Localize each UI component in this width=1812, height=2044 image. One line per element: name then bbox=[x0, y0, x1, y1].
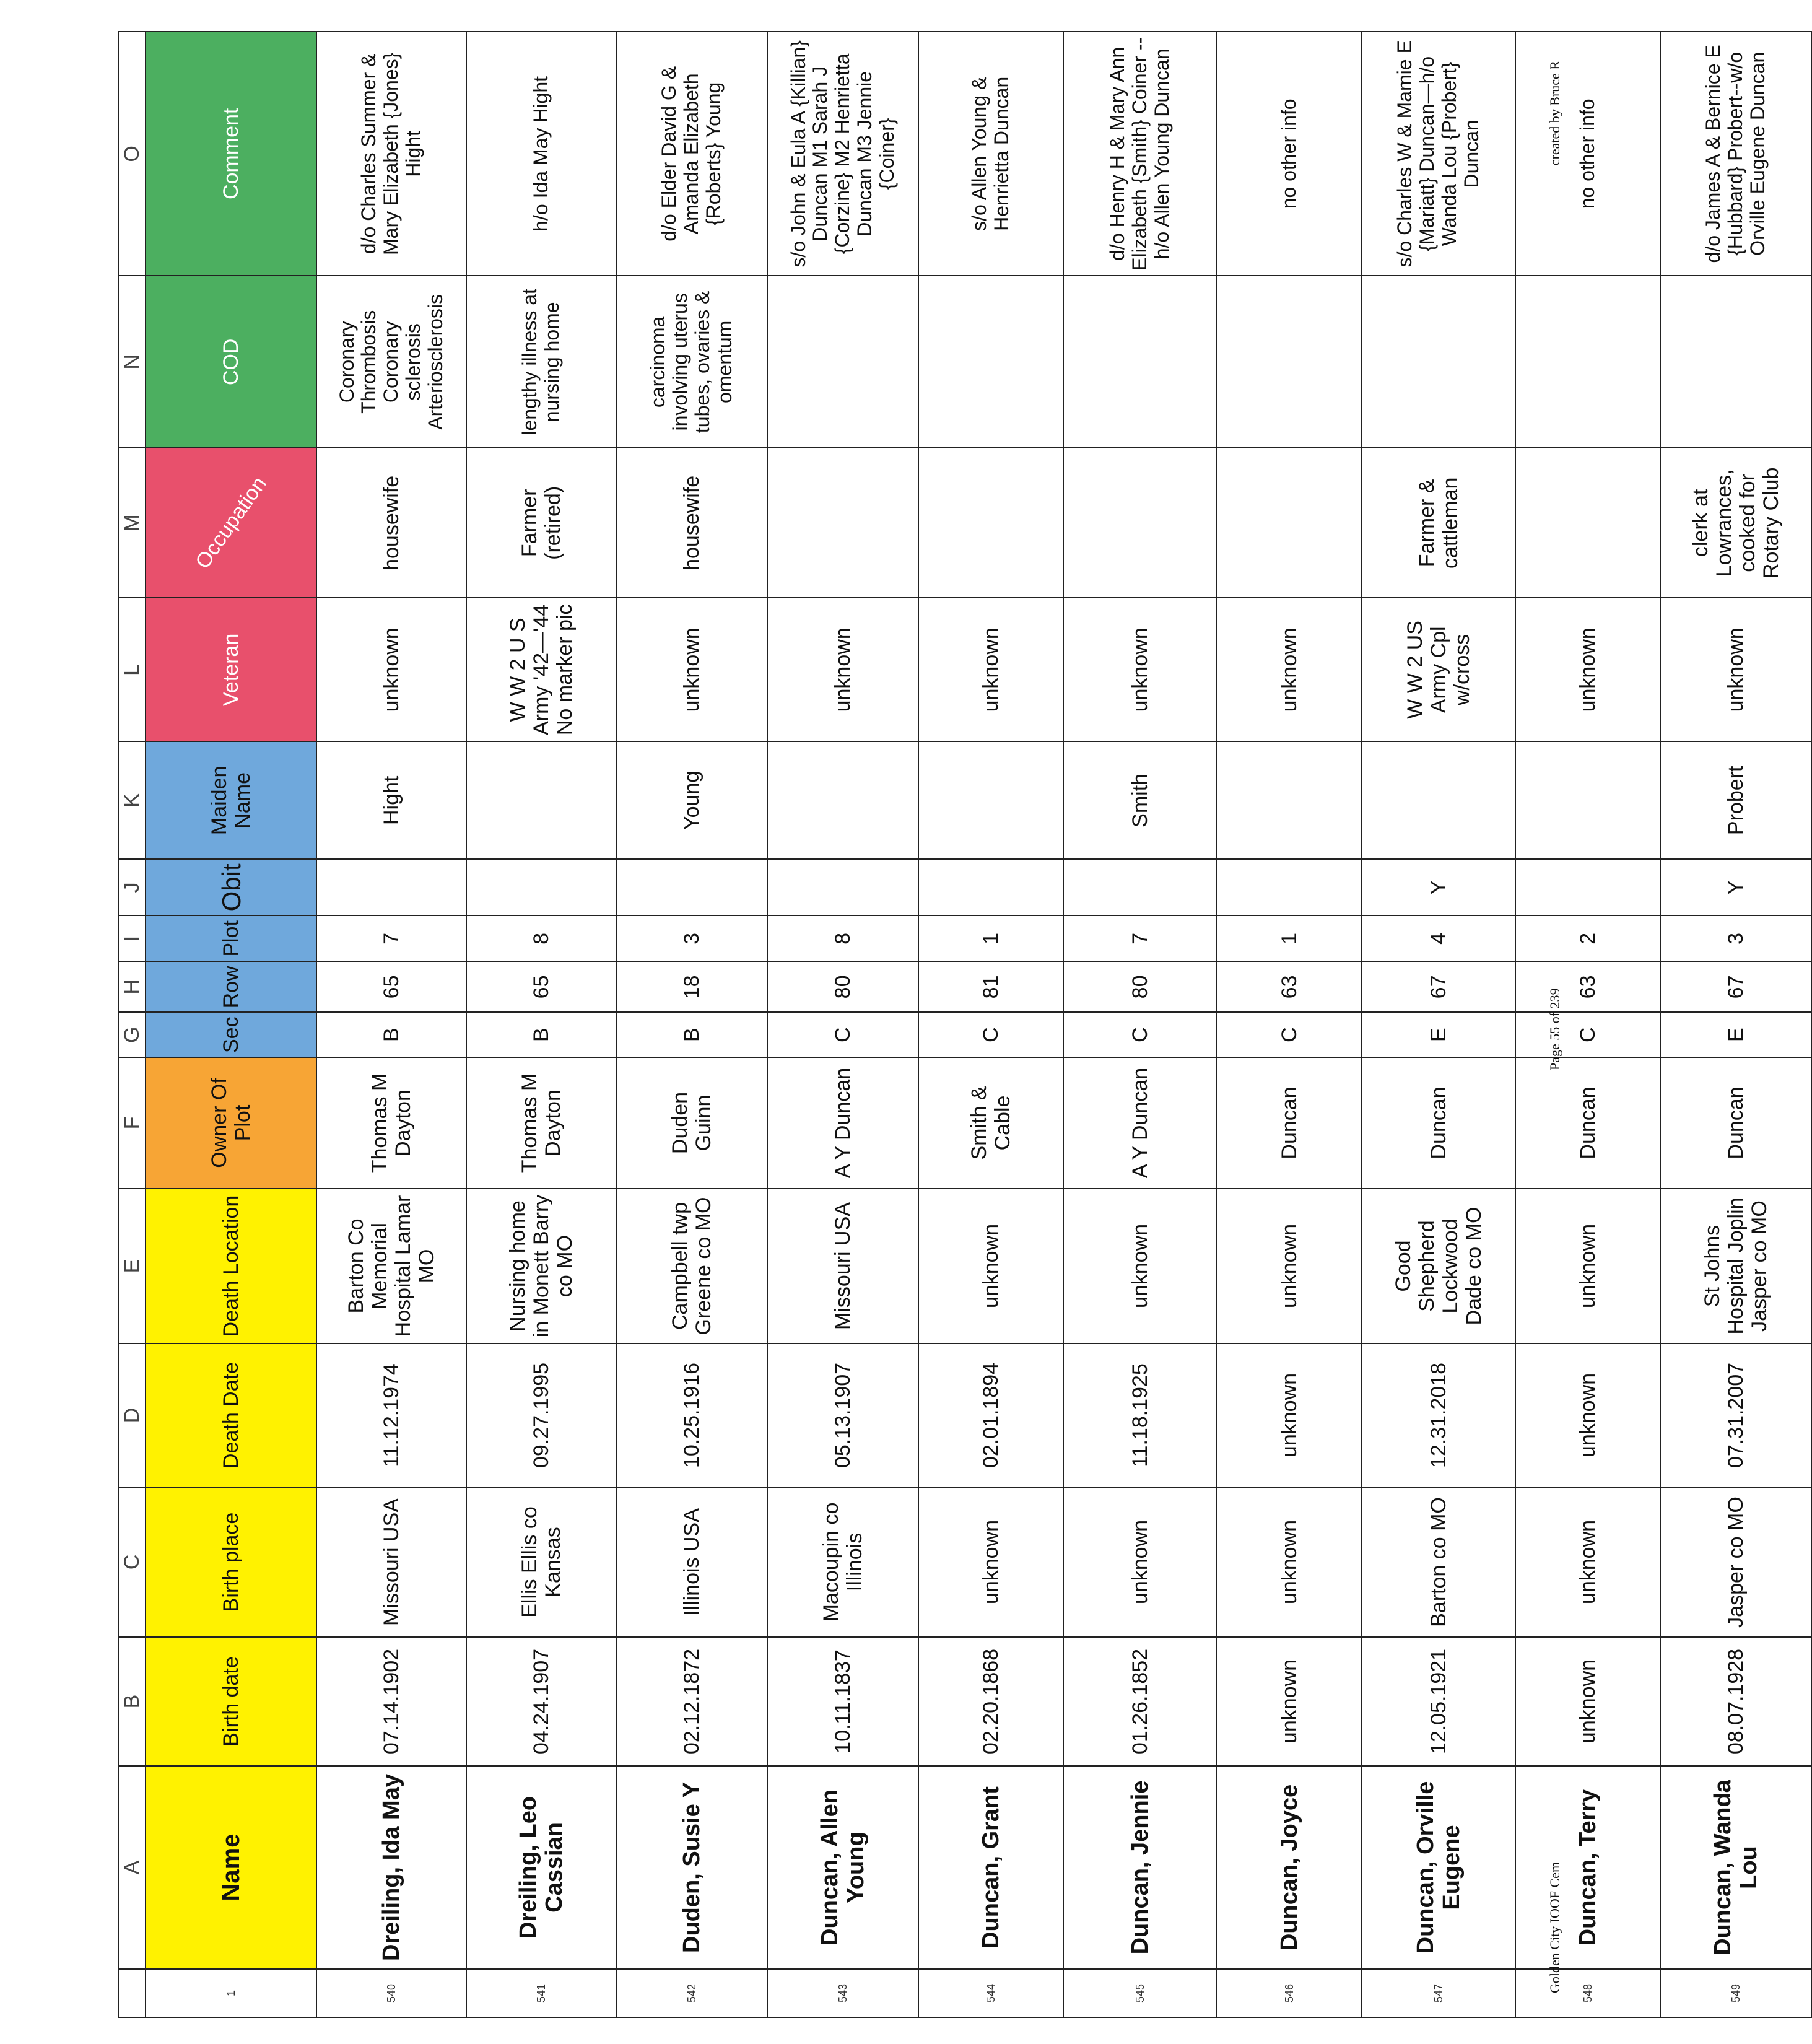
death-location-cell: St Johns Hospital Joplin Jasper co MO bbox=[1660, 1189, 1811, 1343]
row-number: 546 bbox=[1217, 1969, 1362, 2017]
owner-cell: A Y Duncan bbox=[767, 1057, 918, 1189]
birth-place-cell: unknown bbox=[1217, 1487, 1362, 1637]
owner-cell: Duden Guinn bbox=[616, 1057, 767, 1189]
birth-place-cell: unknown bbox=[1063, 1487, 1217, 1637]
footer-cemetery-name: Golden City IOOF Cem bbox=[1547, 1861, 1562, 1993]
column-letter: J bbox=[118, 859, 146, 915]
death-date-cell: 12.31.2018 bbox=[1362, 1343, 1515, 1487]
maiden-name-cell bbox=[767, 741, 918, 859]
name-cell: Duden, Susie Y bbox=[616, 1766, 767, 1969]
owner-cell: Thomas M Dayton bbox=[316, 1057, 466, 1189]
obit-cell bbox=[466, 859, 616, 915]
occupation-cell bbox=[1063, 448, 1217, 598]
occupation-cell bbox=[918, 448, 1063, 598]
obit-cell bbox=[316, 859, 466, 915]
occupation-cell: housewife bbox=[616, 448, 767, 598]
birth-date-cell: 01.26.1852 bbox=[1063, 1637, 1217, 1766]
row-cell: 18 bbox=[616, 961, 767, 1012]
column-letter: G bbox=[118, 1012, 146, 1057]
birth-date-cell: 02.20.1868 bbox=[918, 1637, 1063, 1766]
plot-cell: 1 bbox=[1217, 915, 1362, 961]
obit-cell: Y bbox=[1362, 859, 1515, 915]
name-cell: Duncan, Wanda Lou bbox=[1660, 1766, 1811, 1969]
occupation-cell: clerk at Lowrances, cooked for Rotary Club bbox=[1660, 448, 1811, 598]
birth-date-cell: unknown bbox=[1217, 1637, 1362, 1766]
record-rows bbox=[316, 32, 1811, 2017]
header-row: Row bbox=[146, 961, 316, 1012]
birth-place-cell: Macoupin co Illinois bbox=[767, 1487, 918, 1637]
header-occupation-label: Occupation bbox=[191, 472, 271, 574]
comment-cell: s/o Charles W & Mamie E {Mariatt} Duncan—h/o Wanda Lou {Probert} Duncan bbox=[1362, 32, 1515, 276]
sec-cell: C bbox=[1515, 1012, 1660, 1057]
row-number: 540 bbox=[316, 1969, 466, 2017]
header-plot: Plot bbox=[146, 915, 316, 961]
death-location-cell: unknown bbox=[918, 1189, 1063, 1343]
veteran-cell: unknown bbox=[1217, 598, 1362, 741]
death-location-cell: unknown bbox=[1515, 1189, 1660, 1343]
veteran-cell: unknown bbox=[616, 598, 767, 741]
column-letter: D bbox=[118, 1343, 146, 1487]
birth-place-cell: Ellis Ellis co Kansas bbox=[466, 1487, 616, 1637]
cod-cell bbox=[1217, 276, 1362, 448]
death-location-cell: Good Shepherd Lockwood Dade co MO bbox=[1362, 1189, 1515, 1343]
row-cell: 65 bbox=[466, 961, 616, 1012]
occupation-cell bbox=[1217, 448, 1362, 598]
column-letter: A bbox=[118, 1766, 146, 1969]
cod-cell bbox=[1660, 276, 1811, 448]
owner-cell: Smith & Cable bbox=[918, 1057, 1063, 1189]
maiden-name-cell: Smith bbox=[1063, 741, 1217, 859]
footer-creator: created by Bruce R bbox=[1547, 61, 1562, 166]
death-location-cell: Campbell twp Greene co MO bbox=[616, 1189, 767, 1343]
comment-cell: no other info bbox=[1515, 32, 1660, 276]
plot-cell: 7 bbox=[1063, 915, 1217, 961]
header-birth-place: Birth place bbox=[146, 1487, 316, 1637]
row-number: 545 bbox=[1063, 1969, 1217, 2017]
table-row bbox=[1063, 32, 1217, 2017]
death-date-cell: unknown bbox=[1515, 1343, 1660, 1487]
footer-page-number: Page 55 of 239 bbox=[1547, 988, 1562, 1070]
column-letter: I bbox=[118, 915, 146, 961]
column-letter: C bbox=[118, 1487, 146, 1637]
header-row bbox=[146, 32, 316, 2017]
birth-date-cell: 08.07.1928 bbox=[1660, 1637, 1811, 1766]
rotated-spreadsheet-page bbox=[1, 1, 1784, 2043]
maiden-name-cell bbox=[918, 741, 1063, 859]
table-row bbox=[466, 32, 616, 2017]
obit-cell bbox=[767, 859, 918, 915]
column-letter: M bbox=[118, 448, 146, 598]
name-cell: Duncan, Jennie bbox=[1063, 1766, 1217, 1969]
birth-place-cell: Illinois USA bbox=[616, 1487, 767, 1637]
row-cell: 63 bbox=[1515, 961, 1660, 1012]
sec-cell: B bbox=[316, 1012, 466, 1057]
occupation-cell: Farmer & cattleman bbox=[1362, 448, 1515, 598]
obit-cell: Y bbox=[1660, 859, 1811, 915]
obit-cell bbox=[616, 859, 767, 915]
name-cell: Duncan, Terry bbox=[1515, 1766, 1660, 1969]
table-row bbox=[918, 32, 1063, 2017]
name-cell: Duncan, Orville Eugene bbox=[1362, 1766, 1515, 1969]
header-row-number: 1 bbox=[146, 1969, 316, 2017]
row-number: 544 bbox=[918, 1969, 1063, 2017]
maiden-name-cell: Probert bbox=[1660, 741, 1811, 859]
header-owner-of-plot: Owner Of Plot bbox=[146, 1057, 316, 1189]
owner-cell: Thomas M Dayton bbox=[466, 1057, 616, 1189]
maiden-name-cell: Hight bbox=[316, 741, 466, 859]
maiden-name-cell bbox=[1362, 741, 1515, 859]
column-letter: L bbox=[118, 598, 146, 741]
plot-cell: 2 bbox=[1515, 915, 1660, 961]
death-date-cell: 09.27.1995 bbox=[466, 1343, 616, 1487]
sec-cell: E bbox=[1660, 1012, 1811, 1057]
veteran-cell: W W 2 US Army Cpl w/cross bbox=[1362, 598, 1515, 741]
header-occupation bbox=[146, 448, 316, 598]
owner-cell: Duncan bbox=[1660, 1057, 1811, 1189]
death-location-cell: Barton Co Memorial Hospital Lamar MO bbox=[316, 1189, 466, 1343]
death-location-cell: unknown bbox=[1217, 1189, 1362, 1343]
owner-cell: Duncan bbox=[1515, 1057, 1660, 1189]
row-cell: 80 bbox=[767, 961, 918, 1012]
plot-cell: 8 bbox=[767, 915, 918, 961]
veteran-cell: unknown bbox=[767, 598, 918, 741]
cod-cell: lengthy illness at nursing home bbox=[466, 276, 616, 448]
header-birth-date: Birth date bbox=[146, 1637, 316, 1766]
comment-cell: h/o Ida May Hight bbox=[466, 32, 616, 276]
column-letter: F bbox=[118, 1057, 146, 1189]
row-number: 547 bbox=[1362, 1969, 1515, 2017]
sec-cell: C bbox=[1063, 1012, 1217, 1057]
table-row bbox=[616, 32, 767, 2017]
birth-place-cell: Barton co MO bbox=[1362, 1487, 1515, 1637]
sec-cell: E bbox=[1362, 1012, 1515, 1057]
row-cell: 80 bbox=[1063, 961, 1217, 1012]
row-number: 542 bbox=[616, 1969, 767, 2017]
name-cell: Dreiling, Leo Cassian bbox=[466, 1766, 616, 1969]
death-date-cell: 11.12.1974 bbox=[316, 1343, 466, 1487]
column-letter: N bbox=[118, 276, 146, 448]
cod-cell bbox=[1063, 276, 1217, 448]
comment-cell: d/o Henry H & Mary Ann Elizabeth {Smith} Coiner --h/o Allen Young Duncan bbox=[1063, 32, 1217, 276]
maiden-name-cell bbox=[466, 741, 616, 859]
death-date-cell: 10.25.1916 bbox=[616, 1343, 767, 1487]
death-location-cell: Nursing home in Monett Barry co MO bbox=[466, 1189, 616, 1343]
comment-cell: no other info bbox=[1217, 32, 1362, 276]
death-date-cell: 05.13.1907 bbox=[767, 1343, 918, 1487]
page-footer bbox=[1522, 48, 1562, 2018]
plot-cell: 7 bbox=[316, 915, 466, 961]
name-cell: Dreiling, Ida May bbox=[316, 1766, 466, 1969]
column-letter-row bbox=[118, 32, 146, 2017]
table-row bbox=[1217, 32, 1362, 2017]
header-veteran: Veteran bbox=[146, 598, 316, 741]
sec-cell: B bbox=[466, 1012, 616, 1057]
obit-cell bbox=[918, 859, 1063, 915]
death-date-cell: 11.18.1925 bbox=[1063, 1343, 1217, 1487]
death-date-cell: 02.01.1894 bbox=[918, 1343, 1063, 1487]
header-comment: Comment bbox=[146, 32, 316, 276]
table-row bbox=[1660, 32, 1811, 2017]
occupation-cell: housewife bbox=[316, 448, 466, 598]
comment-cell: d/o Charles Summer & Mary Elizabeth {Jones} Hight bbox=[316, 32, 466, 276]
column-letter bbox=[118, 1969, 146, 2017]
owner-cell: Duncan bbox=[1217, 1057, 1362, 1189]
header-death-location: Death Location bbox=[146, 1189, 316, 1343]
table-row bbox=[316, 32, 466, 2017]
cod-cell bbox=[918, 276, 1063, 448]
occupation-cell: Farmer (retired) bbox=[466, 448, 616, 598]
row-cell: 81 bbox=[918, 961, 1063, 1012]
name-cell: Duncan, Allen Young bbox=[767, 1766, 918, 1969]
table-row bbox=[1362, 32, 1515, 2017]
veteran-cell: unknown bbox=[1660, 598, 1811, 741]
row-number: 548 bbox=[1515, 1969, 1660, 2017]
birth-date-cell: 10.11.1837 bbox=[767, 1637, 918, 1766]
birth-date-cell: unknown bbox=[1515, 1637, 1660, 1766]
name-cell: Duncan, Grant bbox=[918, 1766, 1063, 1969]
cod-cell: carcinoma involving uterus tubes, ovaries & omentum bbox=[616, 276, 767, 448]
sec-cell: C bbox=[767, 1012, 918, 1057]
birth-place-cell: Missouri USA bbox=[316, 1487, 466, 1637]
row-cell: 67 bbox=[1362, 961, 1515, 1012]
obit-cell bbox=[1217, 859, 1362, 915]
comment-cell: d/o Elder David G & Amanda Elizabeth {Roberts} Young bbox=[616, 32, 767, 276]
header-maiden-name: Maiden Name bbox=[146, 741, 316, 859]
cod-cell bbox=[1362, 276, 1515, 448]
header-name: Name bbox=[146, 1766, 316, 1969]
row-number: 541 bbox=[466, 1969, 616, 2017]
column-letter: B bbox=[118, 1637, 146, 1766]
header-sec: Sec bbox=[146, 1012, 316, 1057]
death-location-cell: Missouri USA bbox=[767, 1189, 918, 1343]
owner-cell: Duncan bbox=[1362, 1057, 1515, 1189]
column-letter: O bbox=[118, 32, 146, 276]
birth-place-cell: unknown bbox=[918, 1487, 1063, 1637]
veteran-cell: unknown bbox=[918, 598, 1063, 741]
plot-cell: 1 bbox=[918, 915, 1063, 961]
sec-cell: C bbox=[1217, 1012, 1362, 1057]
row-cell: 65 bbox=[316, 961, 466, 1012]
row-number: 543 bbox=[767, 1969, 918, 2017]
table-row bbox=[767, 32, 918, 2017]
plot-cell: 3 bbox=[616, 915, 767, 961]
birth-date-cell: 07.14.1902 bbox=[316, 1637, 466, 1766]
birth-place-cell: unknown bbox=[1515, 1487, 1660, 1637]
death-date-cell: 07.31.2007 bbox=[1660, 1343, 1811, 1487]
occupation-cell bbox=[767, 448, 918, 598]
sec-cell: C bbox=[918, 1012, 1063, 1057]
veteran-cell: unknown bbox=[1063, 598, 1217, 741]
obit-cell bbox=[1063, 859, 1217, 915]
sec-cell: B bbox=[616, 1012, 767, 1057]
comment-cell: s/o John & Eula A {Killian} Duncan M1 Sarah J {Corzine} M2 Henrietta Duncan M3 Jennie {Coiner} bbox=[767, 32, 918, 276]
plot-cell: 8 bbox=[466, 915, 616, 961]
header-cod: COD bbox=[146, 276, 316, 448]
column-letter: E bbox=[118, 1189, 146, 1343]
row-cell: 67 bbox=[1660, 961, 1811, 1012]
column-letter: K bbox=[118, 741, 146, 859]
header-obit: Obit bbox=[146, 859, 316, 915]
veteran-cell: unknown bbox=[1515, 598, 1660, 741]
birth-date-cell: 02.12.1872 bbox=[616, 1637, 767, 1766]
header-death-date: Death Date bbox=[146, 1343, 316, 1487]
veteran-cell: unknown bbox=[316, 598, 466, 741]
plot-cell: 4 bbox=[1362, 915, 1515, 961]
owner-cell: A Y Duncan bbox=[1063, 1057, 1217, 1189]
cod-cell: Coronary Thrombosis Coronary sclerosis Arteriosclerosis bbox=[316, 276, 466, 448]
birth-date-cell: 12.05.1921 bbox=[1362, 1637, 1515, 1766]
plot-cell: 3 bbox=[1660, 915, 1811, 961]
maiden-name-cell bbox=[1217, 741, 1362, 859]
name-cell: Duncan, Joyce bbox=[1217, 1766, 1362, 1969]
comment-cell: s/o Allen Young & Henrietta Duncan bbox=[918, 32, 1063, 276]
column-letter: H bbox=[118, 961, 146, 1012]
maiden-name-cell: Young bbox=[616, 741, 767, 859]
death-date-cell: unknown bbox=[1217, 1343, 1362, 1487]
comment-cell: d/o James A & Bernice E {Hubbard} Probert--w/o Orville Eugene Duncan bbox=[1660, 32, 1811, 276]
birth-place-cell: Jasper co MO bbox=[1660, 1487, 1811, 1637]
cod-cell bbox=[767, 276, 918, 448]
veteran-cell: W W 2 U S Army '42—'44 No marker pic bbox=[466, 598, 616, 741]
death-location-cell: unknown bbox=[1063, 1189, 1217, 1343]
row-number: 549 bbox=[1660, 1969, 1811, 2017]
row-cell: 63 bbox=[1217, 961, 1362, 1012]
birth-date-cell: 04.24.1907 bbox=[466, 1637, 616, 1766]
